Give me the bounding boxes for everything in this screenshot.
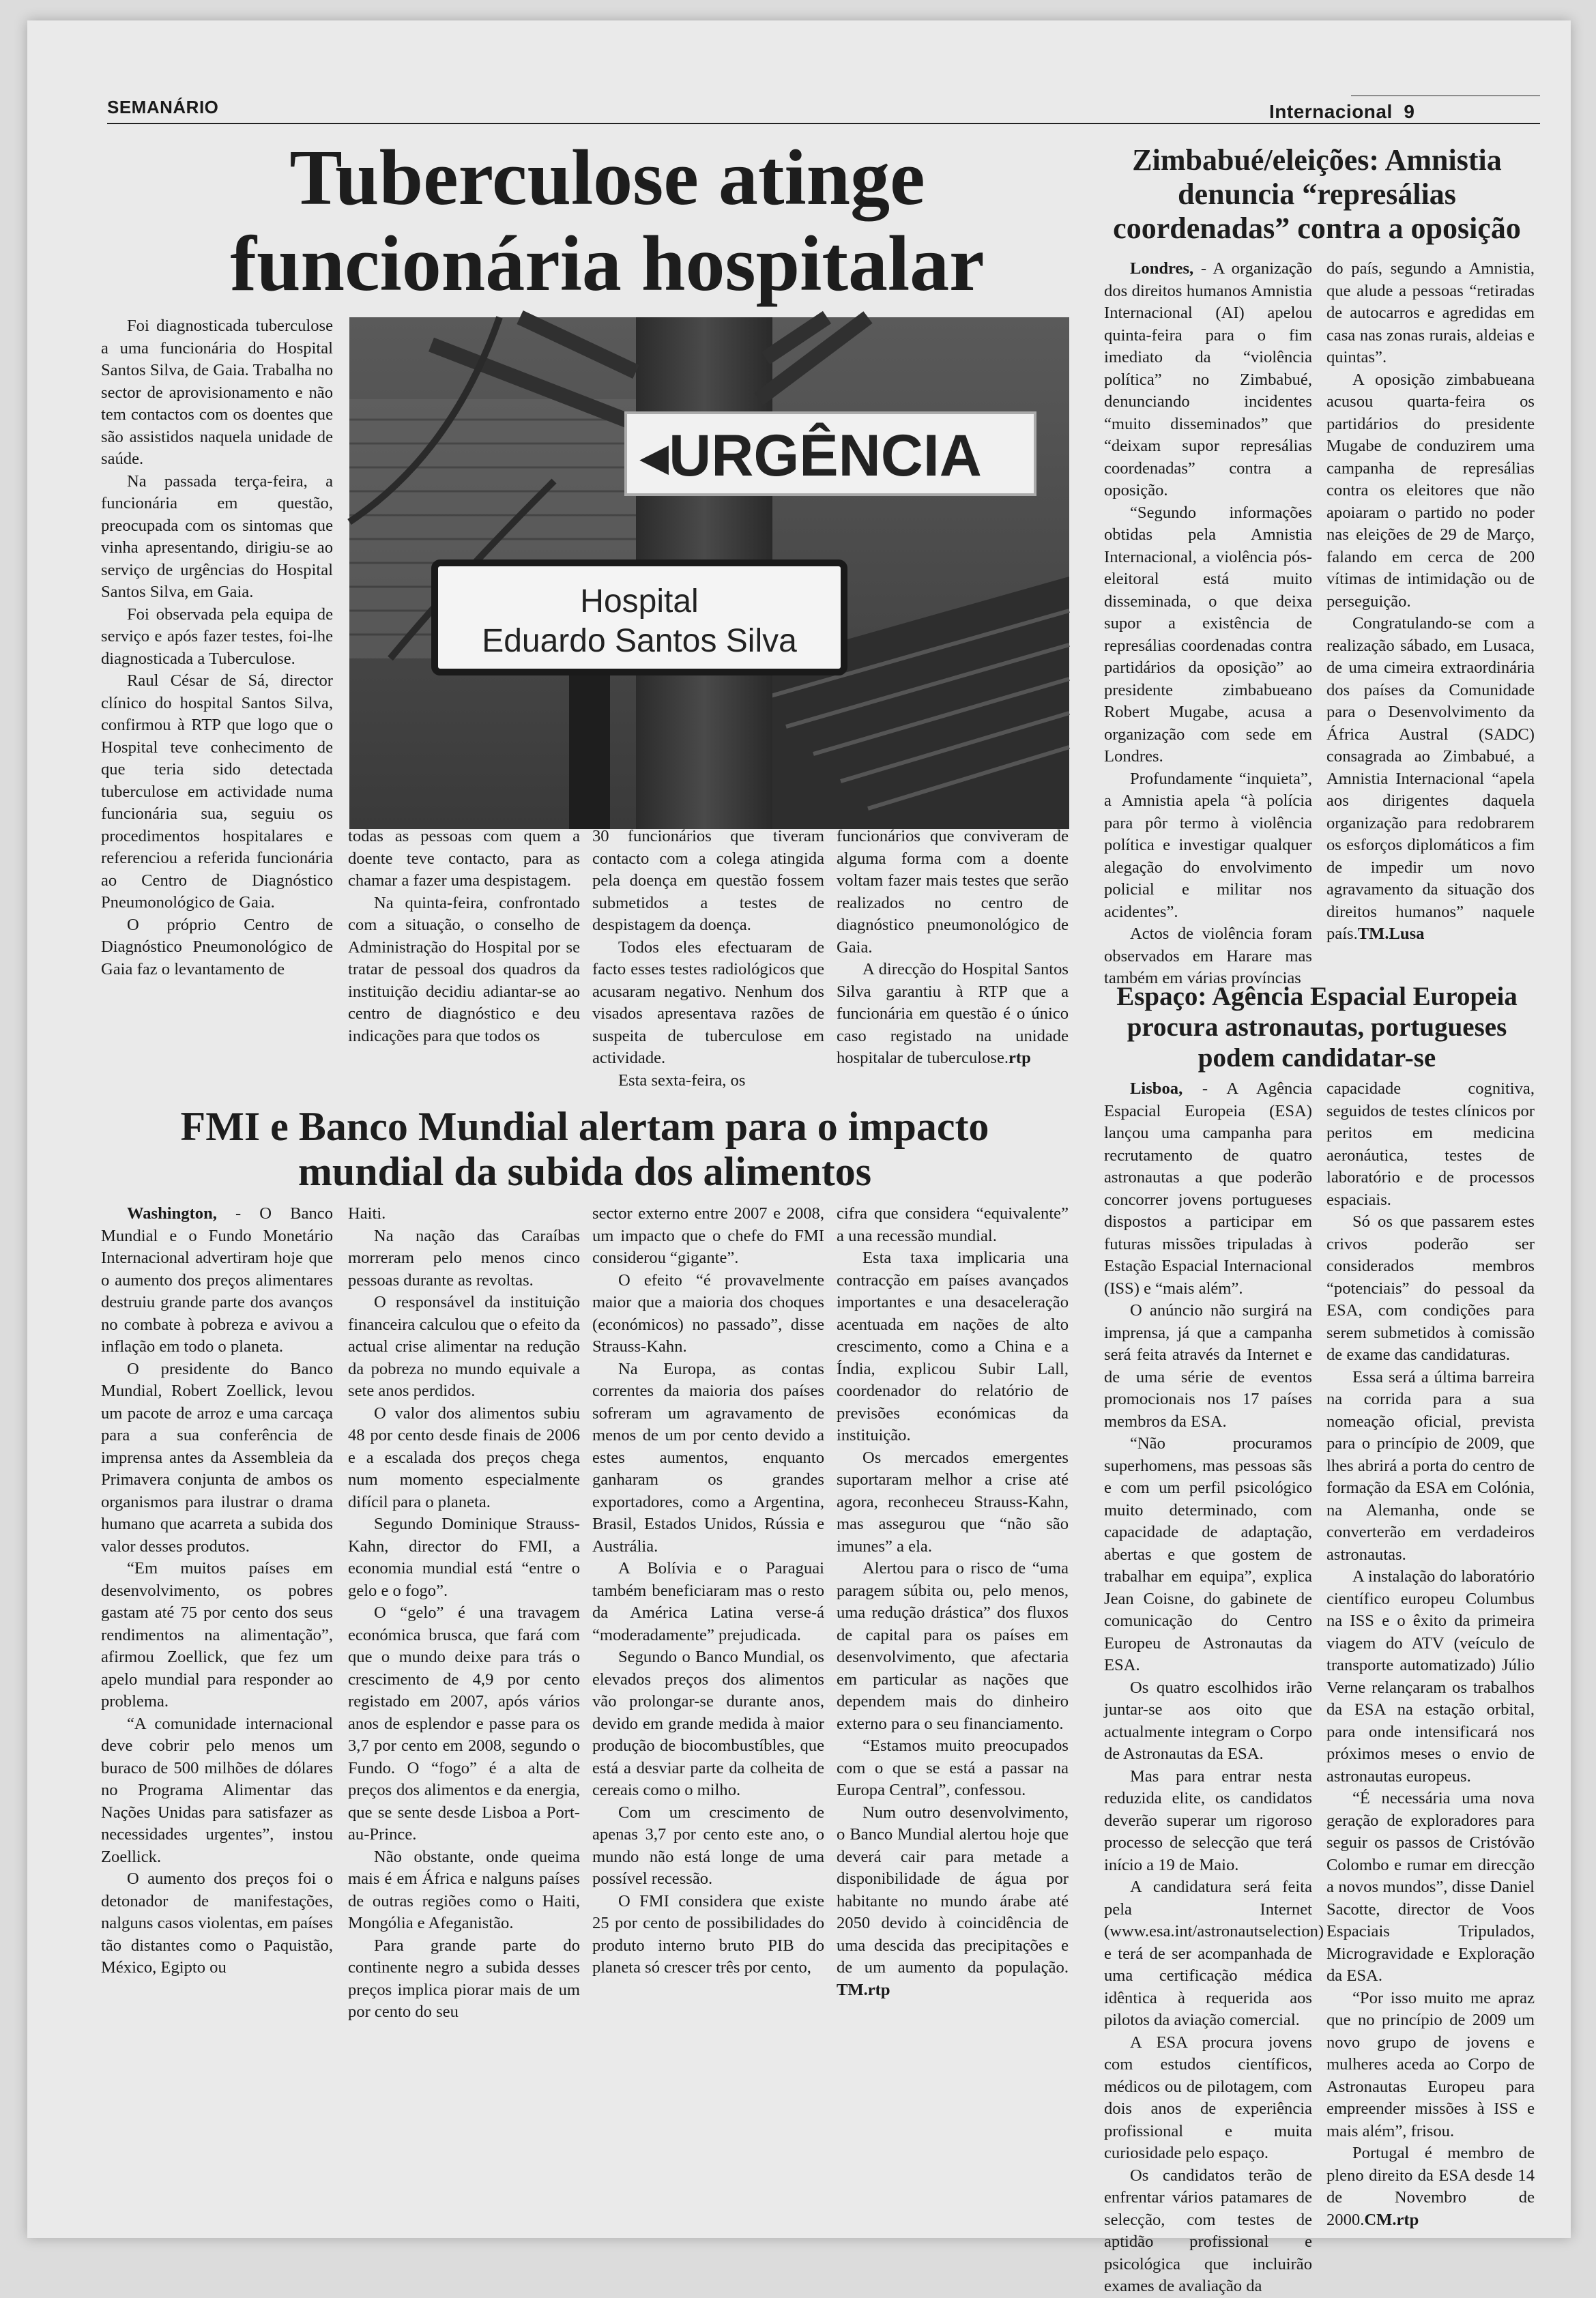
paragraph: O presidente do Banco Mundial, Robert Zoellick, levou um pacote de arroz e uma carcaça para a sua conferência de imprensa antes da Assembleia da Primavera conjunta de ambos os organismos para ilustrar o drama humano que acarreta a subida dos valor desses produtos. (101, 1359, 333, 1556)
paragraph: O efeito “é provavelmente maior que a maioria dos choques (económicos) no passado”, disse Strauss-Kahn. (592, 1270, 824, 1356)
article3-col1 (1104, 258, 1312, 987)
paragraph: Foi observada pela equipa de serviço e após fazer testes, foi-lhe diagnosticada a Tuberculose. (101, 605, 333, 668)
paragraph-last (837, 1802, 1069, 2002)
article1-headline-line2: funcionária hospitalar (230, 220, 985, 308)
paragraph: Portugal é membro de pleno direito da ESA desde 14 de Novembro de 2000. (1326, 2144, 1535, 2229)
article4-col2 (1326, 1078, 1535, 2229)
paragraph: A instalação do laboratório científico europeu Columbus na ISS e o êxito da primeira viagem do ATV (veículo de transporte automatizado) Júlio Verne relançaram os trabalhos da ESA na estação orbital, para onde intensificará nos próximos meses o envio de astronautas europeus. (1326, 1567, 1535, 1786)
article4-headline-line1: Espaço: Agência Espacial Europeia (1116, 982, 1518, 1011)
paragraph: A oposição zimbabueana acusou quarta-feira os partidários do presidente Mugabe de conduzirem uma campanha de represálias contra os eleitores que não apoiaram o partido no poder nas eleições de 29 de Março, falando em cerca de 200 vítimas de intimidação ou de perseguição. (1326, 370, 1535, 611)
article2-headline-line1: FMI e Banco Mundial alertam para o impacto (180, 1104, 989, 1149)
page-number: 9 (1404, 101, 1415, 122)
paragraph: Na quinta-feira, confrontado com a situação, o conselho de Administração do Hospital por se tratar de pessoal dos quadros da instituição decidiu adiantar-se ao centro de diagnóstico e deu indicações para que todos os (348, 893, 580, 1045)
paragraph: O próprio Centro de Diagnóstico Pneumonológico de Gaia faz o levantamento de (101, 915, 333, 978)
article4-headline-line3: podem candidatar-se (1198, 1043, 1436, 1073)
article2-col1 (101, 1203, 333, 2158)
paragraph: “Não procuramos superhomens, mas pessoas sãs e com um perfil psicológico muito determinado, com capacidade de adaptação, abertas e que gostem de trabalhar em equipa”, explica Jean Coisne, do gabinete de comunicação do Centro Europeu de Astronautas da ESA. (1104, 1434, 1312, 1674)
paragraph: Os mercados emergentes suportaram melhor a crise até agora, reconheceu Strauss-Kahn, mas assegurou que “não são imunes” a ela. (837, 1448, 1069, 1556)
article3-dateline: Londres, (1130, 259, 1194, 278)
paragraph: Congratulando-se com a realização sábado, em Lusaca, de uma cimeira extraordinária dos países da Comunidade para o Desenvolvimento da África Austral (SADC) consagrada ao Zimbabué, a Amnistia Internacional “apela aos dirigentes daquela organização para redobrarem os esforços diplomáticos a fim de impedir um novo agravamento da situação dos direitos humanos” naquele país. (1326, 614, 1535, 943)
paragraph: A candidatura será feita pela Internet (www.esa.int/astronautselection) e terá de ser acompanhada de uma certificação médica idêntica à requerida aos pilotos da aviação comercial. (1104, 1878, 1324, 2029)
hospital-sign-line2: Eduardo Santos Silva (482, 623, 797, 659)
paragraph-text: - A organização dos direitos humanos Amnistia Internacional (AI) apelou quinta-feira para o fim imediato da “violência política” no Zimbabué, denunciando incidentes “muito disseminados” que “deixam supor represálias coordenadas” contra a oposição. (1104, 259, 1312, 499)
paragraph: A direcção do Hospital Santos Silva garantiu à RTP que a funcionária em questão é o único caso registado na unidade hospitalar de tuberculose. (837, 960, 1069, 1067)
paragraph: capacidade cognitiva, seguidos de testes clínicos por peritos em medicina aeronáutica, testes de laboratório e de processos espaciais. (1326, 1079, 1535, 1209)
paragraph-last (837, 959, 1069, 1070)
paragraph: A Bolívia e o Paraguai também beneficiaram mas o resto da América Latina verse-á “moderadamente” prejudicada. (592, 1559, 824, 1644)
paragraph: Segundo o Banco Mundial, os elevados preços dos alimentos vão prolongar-se durante anos, devido em grande medida à maior produção de biocombustíbles, que está a desviar parte da colheita de cereais como o milho. (592, 1648, 824, 1799)
paragraph: Alertou para o risco de “uma paragem súbita ou, pelo menos, uma redução drástica” dos fluxos de capital para os países em desenvolvimento, que afectaria em particular as nações que dependem mais do dinheiro externo para o seu financiamento. (837, 1559, 1069, 1733)
paragraph: cifra que considera “equivalente” a una recessão mundial. (837, 1204, 1069, 1245)
paragraph: Todos eles efectuaram de facto esses testes radiológicos que acusaram negativo. Nenhum dos visados apresentava razões de suspeita de tuberculose em actividade. (592, 937, 824, 1067)
paragraph: 30 funcionários que tiveram contacto com a colega atingida pela doença em questão fossem submetidos a testes de despistagem da doença. (592, 827, 824, 934)
paragraph: Profundamente “inquieta”, a Amnistia apela “à polícia para pôr termo à violência política e investigar qualquer alegação do envolvimento policial e militar nos acidentes”. (1104, 769, 1312, 921)
article1-col2 (348, 826, 580, 1099)
article3-signature: TM.Lusa (1357, 925, 1425, 943)
article4-headline-line2: procura astronautas, portugueses (1127, 1013, 1507, 1042)
paragraph: Para grande parte do continente negro a subida desses preços implica piorar mais de um por cento do seu (348, 1936, 580, 2021)
article2-signature: TM.rtp (837, 1980, 890, 1999)
article1-col1 (101, 315, 333, 1100)
article2-headline (101, 1104, 1069, 1194)
paragraph: O “gelo” é una travagem económica brusca, que fará com que o mundo deixe para trás o crescimento de 4,9 por cento registado em 2007, após vários anos de esplendor e passe para os 3,7 por cento em 2008, segundo o Fundo. O “fogo” é a alta de preços dos alimentos e da energia, que se sente desde Lisboa a Port-au-Prince. (348, 1603, 580, 1844)
paragraph: Segundo Dominique Strauss-Kahn, director do FMI, a economia mundial está “entre o gelo e o fogo”. (348, 1515, 580, 1600)
article1-signature: rtp (1009, 1049, 1031, 1067)
paragraph: “Em muitos países em desenvolvimento, os pobres gastam até 75 por cento dos seus rendimentos na alimentação”, afirmou Zoellick, que fez um apelo mundial para responder ao problema. (101, 1559, 333, 1711)
publication-name: SEMANÁRIO (107, 97, 219, 117)
paragraph: O anúncio não surgirá na imprensa, já que a campanha será feita através da Internet e de uma série de eventos promocionais nos 17 países membros da ESA. (1104, 1301, 1312, 1431)
hospital-sign-photo (349, 317, 1069, 829)
paragraph: Não obstante, onde queima mais é em África e nalguns países de outras regiões como o Haiti, Mongólia e Afeganistão. (348, 1847, 580, 1932)
paragraph: Raul César de Sá, director clínico do hospital Santos Silva, confirmou à RTP que logo que o Hospital teve conhecimento de que teria sido detectada tuberculose em actividade numa funcionária sua, seguiu os procedimentos hospitalares e referenciou a referida funcionária ao Centro de Diagnóstico Pneumonológico de Gaia. (101, 671, 333, 912)
paragraph: sector externo entre 2007 e 2008, um impacto que o chefe do FMI considerou “gigante”. (592, 1204, 824, 1267)
paragraph: “Estamos muito preocupados com o que se está a passar na Europa Central”, confessou. (837, 1736, 1069, 1799)
paragraph-last (1326, 2142, 1535, 2231)
paragraph: “É necessária uma nova geração de exploradores para seguir os passos de Cristóvão Colombo e rumar em direcção a novos mundos”, disse Daniel Sacotte, director de Voos Espaciais Tripulados, Microgravidade e Exploração da ESA. (1326, 1789, 1535, 1985)
paragraph: Os quatro escolhidos irão juntar-se aos oito que actualmente integram o Corpo de Astronautas da ESA. (1104, 1678, 1312, 1763)
article2-dateline: Washington, (127, 1204, 217, 1223)
paragraph: Na nação das Caraíbas morreram pelo menos cinco pessoas durante as revoltas. (348, 1226, 580, 1290)
article2-col4 (837, 1203, 1069, 2158)
paragraph: “Segundo informações obtidas pela Amnistia Internacional, a violência pós-eleitoral está muito disseminada, o que deixa supor a existência de represálias coordenadas contra partidários da oposição” ao presidente zimbabueano Robert Mugabe, acusa a organização com sede em Londres. (1104, 503, 1312, 766)
paragraph: O FMI considera que existe 25 por cento de possibilidades do produto interno bruto PIB do planeta só crescer três por cento, (592, 1891, 824, 1977)
paragraph: Com um crescimento de apenas 3,7 por cento este ano, o mundo não está longe de uma possível recessão. (592, 1803, 824, 1888)
paragraph-text: - A Agência Espacial Europeia (ESA) lançou uma campanha para recrutamento de quatro astronautas a que poderão concorrer jovens portugueses dispostos a participar em futuras missões tripuladas à Estação Espacial Internacional (ISS) e “mais além”. (1104, 1079, 1312, 1298)
paragraph: todas as pessoas com quem a doente teve contacto, para as chamar a fazer uma despistagem. (348, 827, 580, 890)
paragraph: Esta sexta-feira, os (618, 1071, 746, 1090)
article1-headline (150, 135, 1064, 307)
paragraph: O aumento dos preços foi o detonador de manifestações, nalguns casos violentas, em países tão distantes como o Paquistão, México, Egipto ou (101, 1870, 333, 1977)
article3-headline-line2: denuncia “represálias (1178, 177, 1456, 211)
paragraph: Haiti. (348, 1204, 386, 1223)
paragraph: O responsável da instituição financeira calculou que o efeito da actual crise alimentar na redução da pobreza no mundo equivale a sete anos perdidos. (348, 1293, 580, 1400)
paragraph: Na passada terça-feira, a funcionária em questão, preocupada com os sintomas que vinha apresentando, dirigiu-se ao serviço de urgências do Hospital Santos Silva, em Gaia. (101, 471, 333, 601)
article4-headline (1092, 981, 1542, 1073)
paragraph: Os candidatos terão de enfrentar vários patamares de selecção, com testes de aptidão profissional e psicológica que incluirão exames de avaliação da (1104, 2166, 1312, 2295)
paragraph-text: - O Banco Mundial e o Fundo Monetário Internacional advertiram hoje que o aumento dos preços alimentares destruiu grande parte dos avanços no combate à pobreza e avivou a inflação em todo o planeta. (101, 1204, 333, 1356)
paragraph (1104, 1078, 1312, 1300)
article2-col2 (348, 1203, 580, 2158)
article3-headline (1092, 143, 1542, 246)
paragraph: Só os que passarem estes crivos poderão ser considerados membros “potenciais” do pessoal da ESA, com condições para serem submetidos à comissão de exame das candidaturas. (1326, 1212, 1535, 1364)
article1-col3 (592, 826, 824, 1099)
paragraph: Na Europa, as contas correntes da maioria dos países sofreram um agravamento de menos de um por cento devido a estes aumentos, enquanto ganharam os grandes exportadores, como a Argentina, Brasil, Estados Unidos, Rússia e Austrália. (592, 1359, 824, 1556)
paragraph: A ESA procura jovens com estudos científicos, médicos ou de pilotagem, com dois anos de experiência profissional e muita curiosidade pelo espaço. (1104, 2033, 1312, 2162)
paragraph: “Por isso muito me apraz que no princípio de 2009 um novo grupo de jovens e mulheres aceda ao Corpo de Astronautas Europeu para empreender missões à ISS e mais além”, frisou. (1326, 1988, 1535, 2140)
paragraph: Num outro desenvolvimento, o Banco Mundial alertou hoje que deverá cair para metade a disponibilidade de água por habitante no mundo árabe até 2050 devido à coincidência de uma descida das precipitações e de um aumento da população. (837, 1803, 1069, 1977)
paragraph: Essa será a última barreira na corrida para a sua nomeação oficial, prevista para o princípio de 2009, que lhes abrirá a porta do centro de formação da ESA em Colónia, na Alemanha, onde se converterão em verdadeiros astronautas. (1326, 1367, 1535, 1564)
paragraph: “A comunidade internacional deve cobrir pelo menos um buraco de 500 milhões de dólares no Programa Alimentar das Nações Unidas para satisfazer as necessidades urgentes”, instou Zoellick. (101, 1714, 333, 1866)
hospital-sign-line1: Hospital (580, 583, 699, 620)
paragraph: Actos de violência foram observados em Harare mas também em várias províncias (1104, 925, 1312, 987)
paragraph: do país, segundo a Amnistia, que alude a pessoas “retiradas de autocarros e agredidas em casa nas zonas rurais, aldeias e quintas”. (1326, 259, 1535, 366)
article1-photo (349, 317, 1069, 829)
paragraph (1104, 258, 1312, 502)
article3-headline-line3: coordenadas” contra a oposição (1113, 212, 1521, 245)
article3-col2 (1326, 258, 1535, 981)
article4-col1 (1104, 1078, 1324, 2295)
paragraph (101, 1203, 333, 1358)
article2-headline-line2: mundial da subida dos alimentos (298, 1149, 872, 1194)
paragraph: funcionários que conviveram de alguma forma com a doente voltam fazer mais testes que serão realizados no centro de diagnóstico pneumonológico de Gaia. (837, 827, 1069, 957)
header-rule (107, 123, 1540, 124)
section-name: Internacional (1269, 101, 1393, 122)
article4-signature: CM.rtp (1364, 2210, 1419, 2229)
paragraph-last (1326, 613, 1535, 946)
article2-col3 (592, 1203, 824, 2158)
paragraph: Esta taxa implicaria una contracção em países avançados importantes e una desaceleração acentuada em nações de alto crescimento, como a China e a Índia, explicou Subir Lall, coordenador do relatório de previsões económicas da instituição. (837, 1249, 1069, 1444)
article4-dateline: Lisboa, (1130, 1079, 1183, 1098)
newspaper-page (27, 20, 1571, 2295)
article1-col4 (837, 826, 1069, 1099)
paragraph: O valor dos alimentos subiu 48 por cento desde finais de 2006 e a escalada dos preços chega num momento especialmente difícil para o planeta. (348, 1403, 580, 1511)
paragraph: Mas para entrar nesta reduzida elite, os candidatos deverão superar um rigoroso processo de selecção que terá início a 19 de Maio. (1104, 1766, 1312, 1874)
section-label (1269, 101, 1414, 123)
paragraph: Foi diagnosticada tuberculose a uma funcionária do Hospital Santos Silva, de Gaia. Trabalha no sector de aprovisionamento e não tem contactos com os doentes que são assistidos naquela unidade de saúde. (101, 317, 333, 468)
article3-headline-line1: Zimbabué/eleições: Amnistia (1132, 143, 1502, 177)
article1-headline-line1: Tuberculose atinge (289, 134, 925, 222)
urgencia-sign-text: ◂URGÊNCIA (639, 423, 982, 489)
